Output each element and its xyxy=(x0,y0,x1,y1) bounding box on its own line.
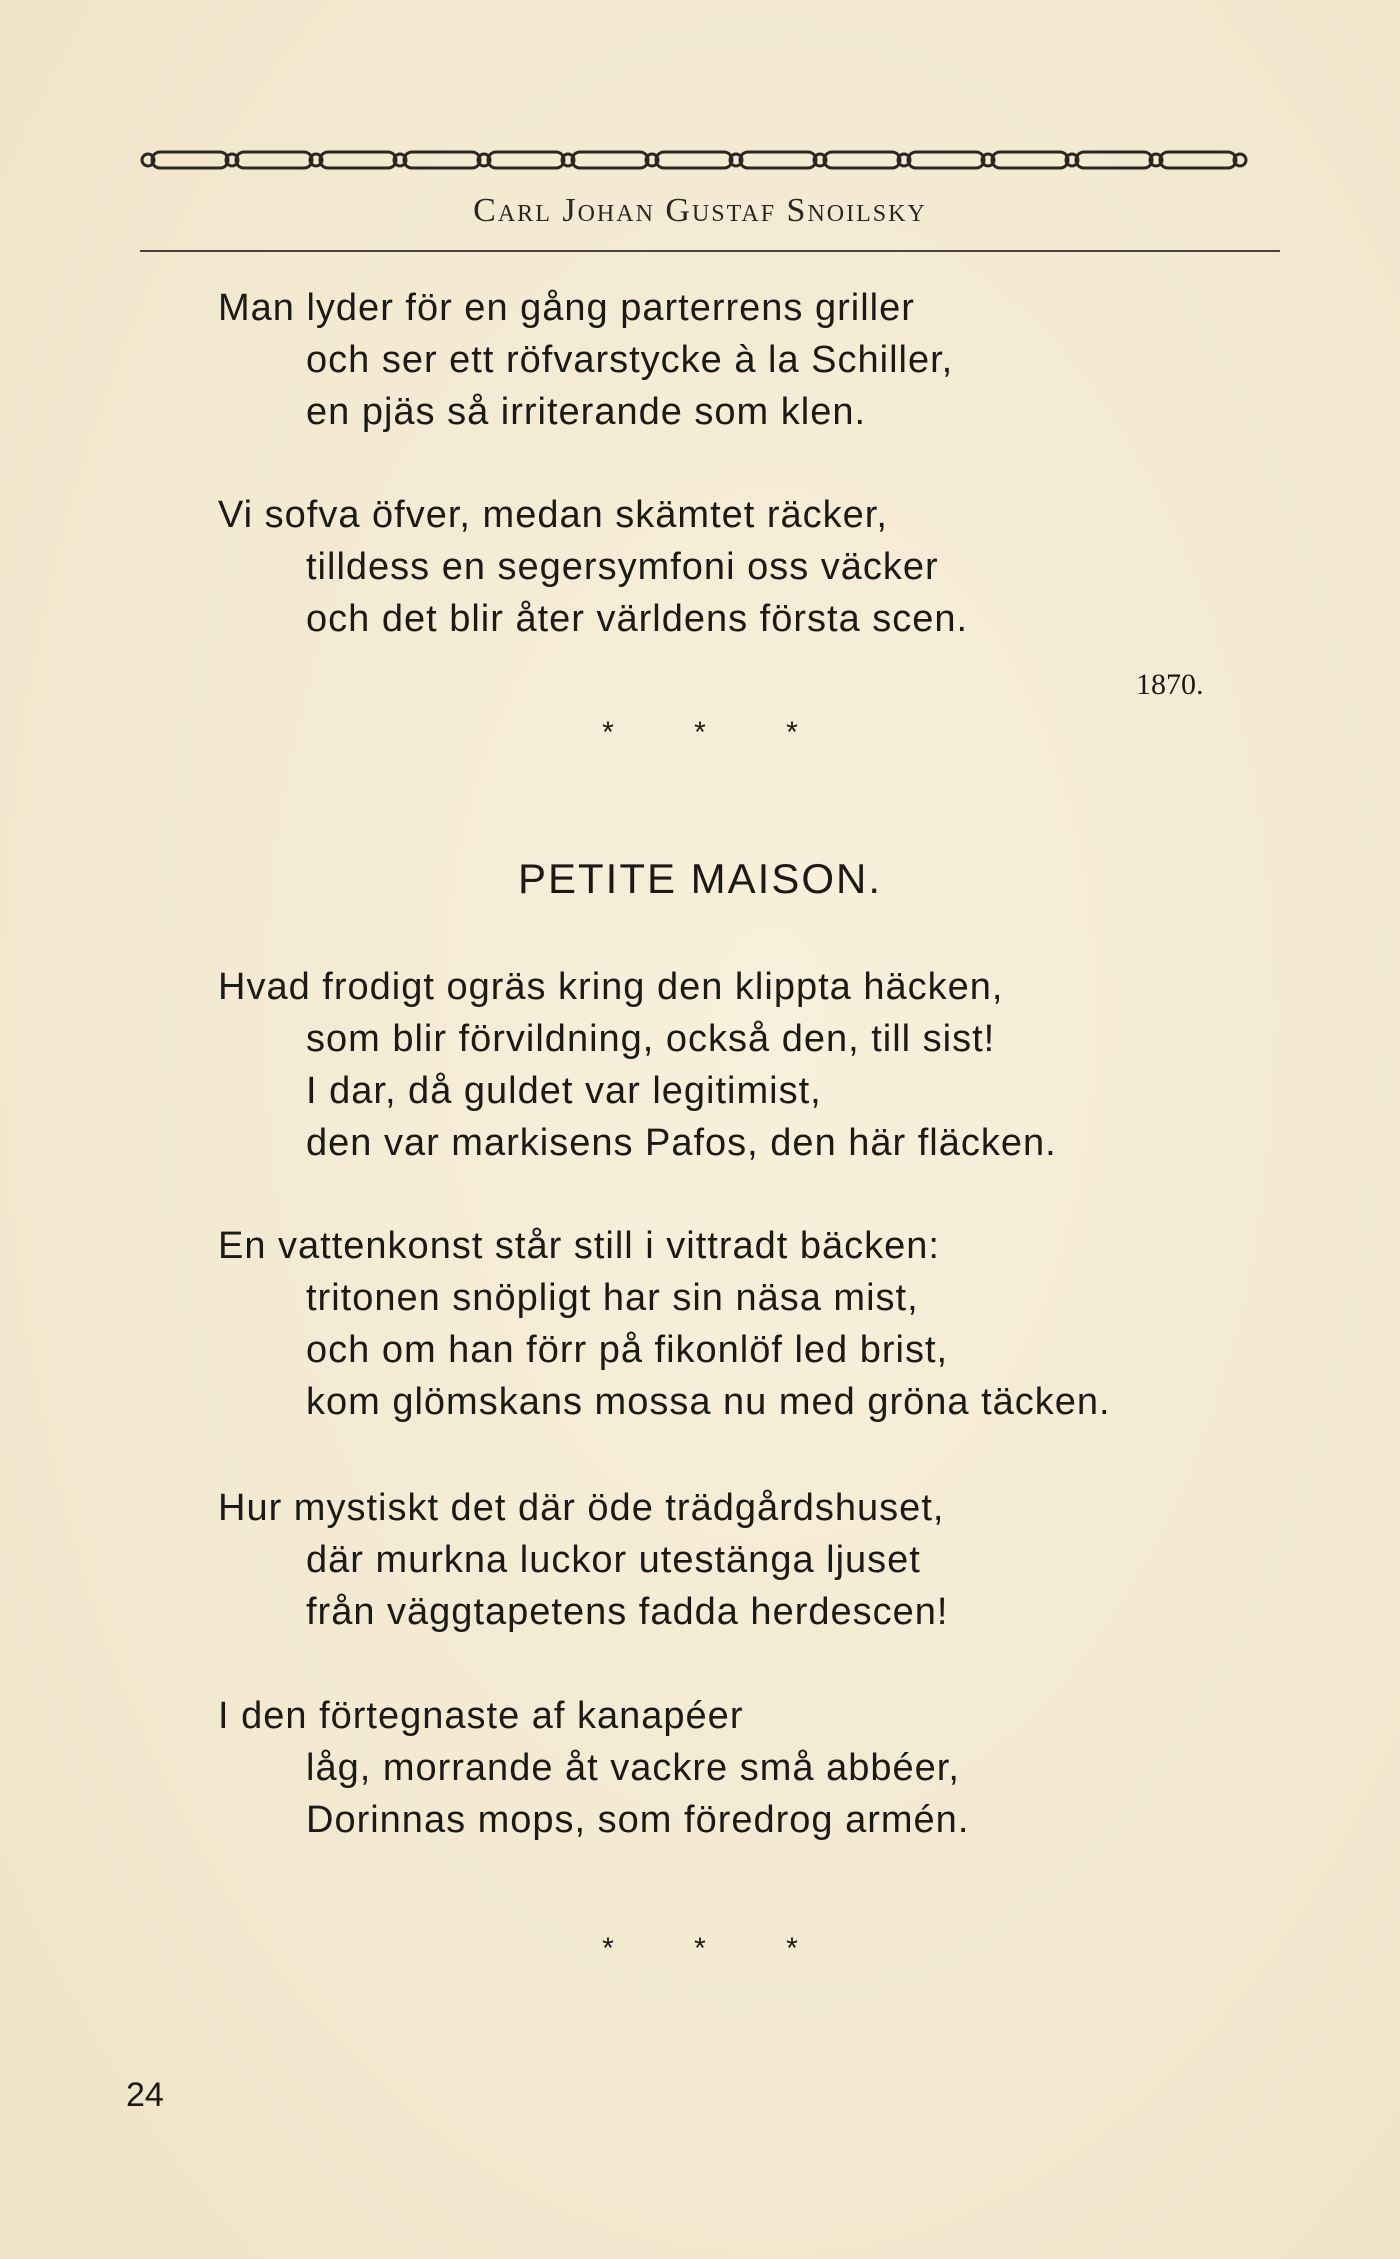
chain-link xyxy=(152,152,228,168)
poem-title: PETITE MAISON. xyxy=(517,855,883,902)
poem-line: Dorinnas mops, som föredrog armén. xyxy=(306,1799,970,1841)
poem-line: En vattenkonst står still i vittradt bäcken: xyxy=(218,1225,940,1267)
page-number: 24 xyxy=(126,2076,164,2114)
poem-line: en pjäs så irriterande som klen. xyxy=(306,391,867,433)
header-rule xyxy=(140,250,1280,252)
poem-line: som blir förvildning, också den, till sist! xyxy=(306,1018,996,1060)
poem-line: den var markisens Pafos, den här fläcken. xyxy=(306,1122,1057,1164)
poem-line: från väggtapetens fadda herdescen! xyxy=(306,1591,949,1633)
poem-line: och om han förr på fikonlöf led brist, xyxy=(306,1329,949,1371)
poem-date: 1870. xyxy=(1136,668,1204,701)
stanza-3 xyxy=(218,961,1057,1169)
chain-link xyxy=(656,152,732,168)
poem-line: I dar, då guldet var legitimist, xyxy=(306,1070,822,1112)
chain-link xyxy=(236,152,312,168)
poem-line: låg, morrande åt vackre små abbéer, xyxy=(306,1747,960,1789)
poem-line: Hur mystiskt det där öde trädgårdshuset, xyxy=(218,1487,945,1529)
poem-line: Vi sofva öfver, medan skämtet räcker, xyxy=(218,494,888,536)
poem-line: tritonen snöpligt har sin näsa mist, xyxy=(306,1277,919,1319)
asterism-separator: * * * xyxy=(602,1932,834,1965)
chain-link xyxy=(908,152,984,168)
chain-link xyxy=(404,152,480,168)
stanza-2 xyxy=(218,489,968,645)
stanza-4 xyxy=(218,1220,1111,1428)
chain-link xyxy=(320,152,396,168)
stanza-6 xyxy=(218,1690,969,1846)
stanza-1 xyxy=(218,282,953,438)
running-head: Carl Johan Gustaf Snoilsky xyxy=(473,192,927,229)
chain-link xyxy=(824,152,900,168)
chain-link xyxy=(1160,152,1236,168)
poem-line: Hvad frodigt ogräs kring den klippta häcken, xyxy=(218,966,1004,1008)
chain-link xyxy=(740,152,816,168)
chain-link xyxy=(572,152,648,168)
poem-line: I den förtegnaste af kanapéer xyxy=(218,1695,744,1737)
poem-line: och ser ett röfvarstycke à la Schiller, xyxy=(306,339,954,381)
poem-line: tilldess en segersymfoni oss väcker xyxy=(306,546,939,588)
asterism-separator: * * * xyxy=(602,716,834,749)
stanza-5 xyxy=(218,1482,948,1638)
poem-line: kom glömskans mossa nu med gröna täcken. xyxy=(306,1381,1111,1423)
chain-link xyxy=(1076,152,1152,168)
poem-line: och det blir åter världens första scen. xyxy=(306,598,969,640)
chain-link xyxy=(488,152,564,168)
chain-ornament xyxy=(140,148,1280,172)
poem-line: där murkna luckor utestänga ljuset xyxy=(306,1539,921,1581)
chain-link xyxy=(992,152,1068,168)
poem-line: Man lyder för en gång parterrens griller xyxy=(218,287,915,329)
